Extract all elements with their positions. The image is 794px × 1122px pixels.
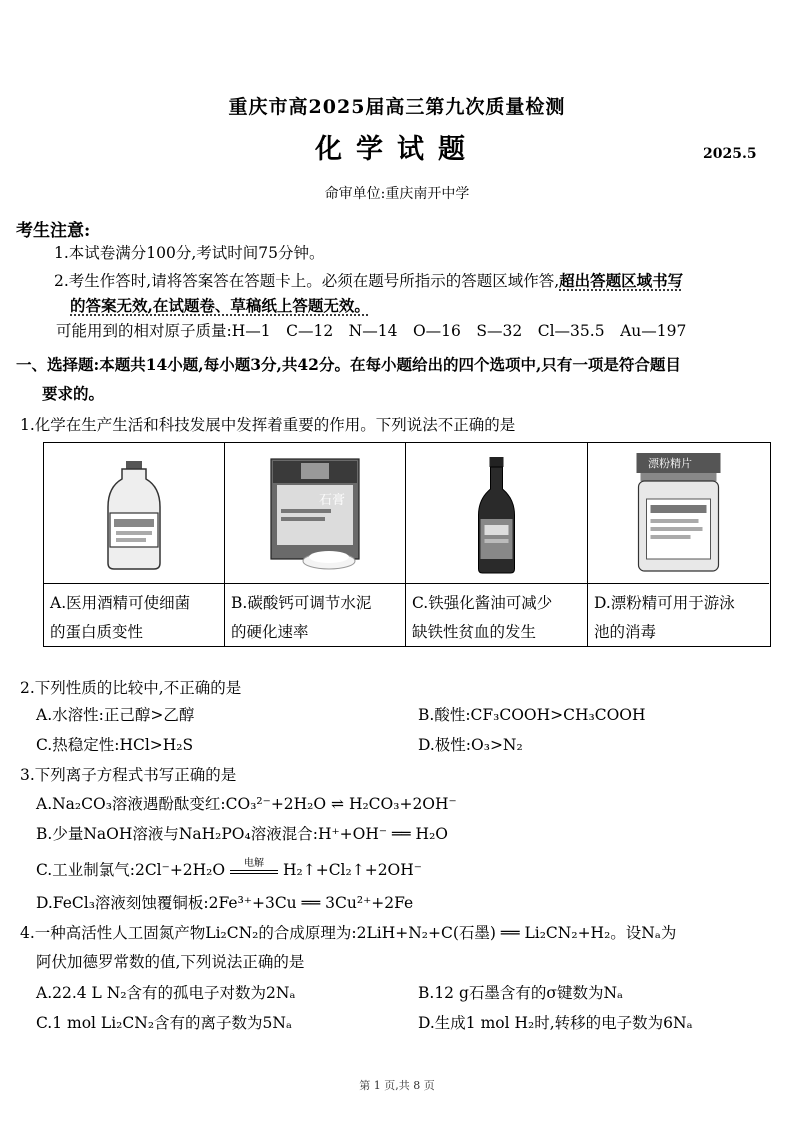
option-cell-b [225,443,406,646]
notice-item-2-text: 2.考生作答时,请将答案答在答题卡上。必须在题号所指示的答题区域作答, [54,272,560,290]
exam-title-line: 重庆市高2025届高三第九次质量检测 [228,96,566,118]
question-2-option-a: A.水溶性:正己醇>乙醇 [36,706,195,724]
question-2-option-c: C.热稳定性:HCl>H₂S [36,736,194,754]
exam-date: 2025.5 [703,146,757,162]
question-4-stem-continued: 阿伏加德罗常数的值,下列说法正确的是 [36,953,305,971]
option-cell-a [44,443,225,646]
option-cell-d [588,443,769,646]
option-cell-c [406,443,588,646]
option-d-line-1: D.漂粉精可用于游泳 [594,594,735,612]
question-3-stem: 3.下列离子方程式书写正确的是 [20,766,237,784]
question-3-option-a: A.Na₂CO₃溶液遇酚酞变红:CO₃²⁻+2H₂O ⇌ H₂CO₃+2OH⁻ [36,795,457,813]
option-a-line-1: A.医用酒精可使细菌 [50,594,191,612]
question-4-option-a: A.22.4 L N₂含有的孤电子对数为2Nₐ [36,984,296,1002]
option-b-line-2: 的硬化速率 [231,623,309,641]
question-3-option-b: B.少量NaOH溶液与NaH₂PO₄溶液混合:H⁺+OH⁻ ══ H₂O [36,825,448,843]
issuer-line: 命审单位:重庆南开中学 [324,186,470,202]
question-2-option-d: D.极性:O₃>N₂ [418,736,523,754]
question-4-option-b: B.12 g石墨含有的σ键数为Nₐ [418,984,624,1002]
option-b-line-1: B.碳酸钙可调节水泥 [231,594,372,612]
section-heading-continued: 要求的。 [42,384,105,403]
question-3-option-c [36,858,422,880]
notice-item-2 [54,269,683,291]
question-3-option-c-products: H₂↑+Cl₂↑+2OH⁻ [282,861,422,879]
question-1-stem: 1.化学在生产生活和科技发展中发挥着重要的作用。下列说法不正确的是 [20,416,516,434]
section-heading: 一、选择题:本题共14小题,每小题3分,共42分。在每小题给出的四个选项中,只有一项是符合题目 [16,355,681,374]
notice-item-2-emphasis: 超出答题区域书写 [559,271,684,290]
notice-title: 考生注意: [16,221,91,241]
jar-label-text: 漂粉精片 [648,457,692,470]
page-footer: 第 1 页,共 8 页 [359,1079,435,1092]
option-d-line-2: 池的消毒 [594,623,657,641]
subject-title: 化学试题 [315,134,479,165]
bleach-tablet-jar-image [588,443,769,584]
calcium-carbonate-bag-image [225,443,405,584]
alcohol-bottle-image [44,443,224,584]
option-c-line-1: C.铁强化酱油可减少 [412,594,553,612]
question-4-option-c: C.1 mol Li₂CN₂含有的离子数为5Nₐ [36,1014,292,1032]
option-c-line-2: 缺铁性贫血的发生 [412,623,537,641]
question-4-stem: 4.一种高活性人工固氮产物Li₂CN₂的合成原理为:2LiH+N₂+C(石墨) ══ Li₂CN₂+H₂。设Nₐ为 [20,924,677,942]
soy-sauce-bottle-image [406,443,587,584]
notice-item-2-continued: 的答案无效,在试题卷、草稿纸上答题无效。 [70,296,370,315]
electrolysis-arrow [230,858,278,874]
question-3-option-d: D.FeCl₃溶液刻蚀覆铜板:2Fe³⁺+3Cu ══ 3Cu²⁺+2Fe [36,894,414,912]
question-1-option-table [43,442,771,647]
question-4-option-d: D.生成1 mol H₂时,转移的电子数为6Nₐ [418,1014,693,1032]
question-2-option-b: B.酸性:CF₃COOH>CH₃COOH [418,706,646,724]
notice-item-1: 1.本试卷满分100分,考试时间75分钟。 [54,244,325,262]
question-3-option-c-reactants: C.工业制氯气:2Cl⁻+2H₂O [36,861,226,879]
option-a-line-2: 的蛋白质变性 [50,623,144,641]
question-2-stem: 2.下列性质的比较中,不正确的是 [20,679,242,697]
atomic-masses: 可能用到的相对原子质量:H—1 C—12 N—14 O—16 S—32 Cl—35.5 Au—197 [56,322,687,340]
electrolysis-condition: 电解 [244,858,265,869]
bag-label-text: 石膏 [319,493,346,508]
